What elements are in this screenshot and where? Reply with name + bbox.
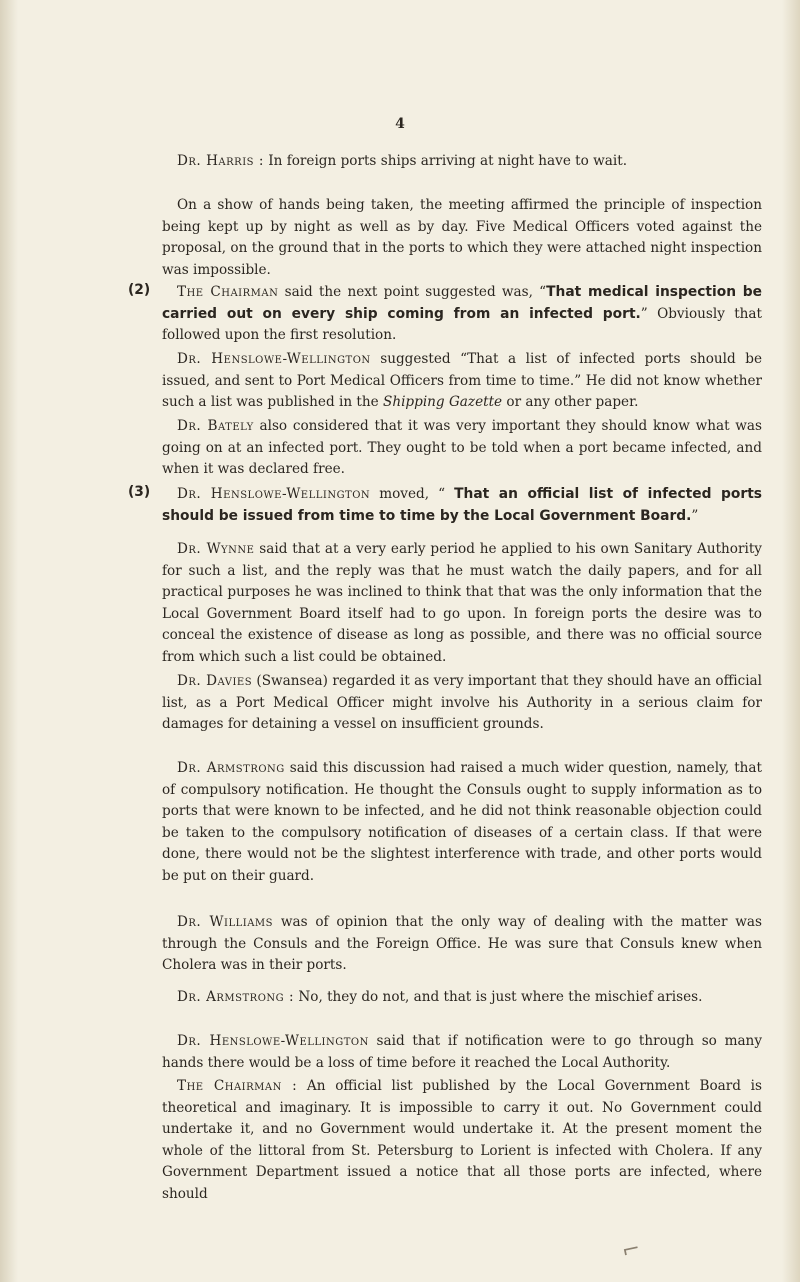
resolution-text: That an official list of infected ports should be issued from time to time by the Local Government Board. <box>162 486 763 524</box>
paragraph-text: On a show of hands being taken, the meeting affirmed the principle of inspection being kept up by night as well as by day. Five Medical Officers voted against the proposal, on the ground that in the ports to which they were attached night inspection was impossible. <box>162 197 762 278</box>
paragraph: Dr. Armstrong said this discussion had raised a much wider question, namely, that of compulsory notification. He thought the Consuls ought to supply information as to ports that were known to be infected, and he did not think reasonable objection could be taken to the compulsory notification of diseases of a certain class. If that were done, there would not be the slightest interference with trade, and other ports would be put on their guard. <box>162 760 762 884</box>
speaker: Dr. Williams <box>177 914 274 930</box>
speaker: Dr. Henslowe-Wellington <box>177 486 371 502</box>
speaker: Dr. Henslowe-Wellington <box>177 1033 369 1049</box>
speaker: Dr. Davies <box>177 673 253 689</box>
paragraph: Dr. Henslowe-Wellington moved, “ That an official list of infected ports should be issued from time to time by the Local Government Board.” <box>162 486 763 524</box>
paragraph <box>162 195 762 281</box>
publication-title: Shipping Gazette <box>383 394 503 410</box>
paragraph: Dr. Wynne said that at a very early period he applied to his own Sanitary Authority for such a list, and the reply was that he must watch the daily papers, and for all practical purposes he was inclined to think that that was the only information that the Local Government Board itself had to go upon. In foreign ports the desire was to conceal the existence of disease as long as possible, and there was no official source from which such a list could be obtained. <box>162 541 762 665</box>
paragraph: The Chairman : An official list published by the Local Government Board is theoretical and imaginary. It is impossible to carry it out. No Government could undertake it, and no Government would undertake it. At the present moment the whole of the littoral from St. Petersburg to Lorient is infected with Cholera. If any Government Department issued a notice that all those ports are infected, where should <box>162 1078 763 1202</box>
paragraph: Dr. Armstrong : No, they do not, and that is just where the mischief arises. <box>177 989 703 1005</box>
speaker: Dr. Armstrong <box>177 760 285 776</box>
speaker: Dr. Henslowe-Wellington <box>177 351 371 367</box>
motion-number: (3) <box>128 484 151 500</box>
speaker: The Chairman : <box>177 1078 298 1094</box>
speaker: Dr. Wynne <box>177 541 255 557</box>
paragraph: Dr. Bately also considered that it was very important they should know what was going on at an infected port. They ought to be told when a port became infected, and when it was declared free. <box>162 418 762 477</box>
paragraph: Dr. Williams was of opinion that the only way of dealing with the matter was through the Consuls and the Foreign Office. He was sure that Consuls knew when Cholera was in their ports. <box>162 914 762 973</box>
speaker: Dr. Bately <box>177 418 254 434</box>
page-edge-right <box>782 0 800 1282</box>
speaker: Dr. Harris : <box>177 153 264 169</box>
paragraph: The Chairman said the next point suggested was, “That medical inspection be carried out on every ship coming from an infected port.” Obviously that followed upon the first resolution. <box>162 284 763 343</box>
paragraph-text: In foreign ports ships arriving at night have to wait. <box>263 153 628 169</box>
speaker: Dr. Armstrong : <box>177 989 295 1005</box>
paragraph <box>162 151 762 173</box>
paragraph: Dr. Henslowe-Wellington said that if notification were to go through so many hands there would be a loss of time before it reached the Local Authority. <box>162 1033 762 1071</box>
speaker: The Chairman <box>177 284 279 300</box>
page-edge-left <box>0 0 18 1282</box>
motion-number: (2) <box>128 282 151 298</box>
resolution-text: That medical inspection be carried out on every ship coming from an infected port. <box>162 284 763 322</box>
page-number: 4 <box>395 116 405 132</box>
pencil-mark: ⌐ <box>619 1236 643 1265</box>
paragraph: Dr. Henslowe-Wellington suggested “That a list of infected ports should be issued, and sent to Port Medical Officers from time to time.” He did not know whether such a list was published in the Shipping Gazette or any other paper. <box>162 351 763 410</box>
paragraph: Dr. Davies (Swansea) regarded it as very important that they should have an official list, as a Port Medical Officer might involve his Authority in a serious claim for damages for detaining a vessel on insufficient grounds. <box>162 673 762 732</box>
